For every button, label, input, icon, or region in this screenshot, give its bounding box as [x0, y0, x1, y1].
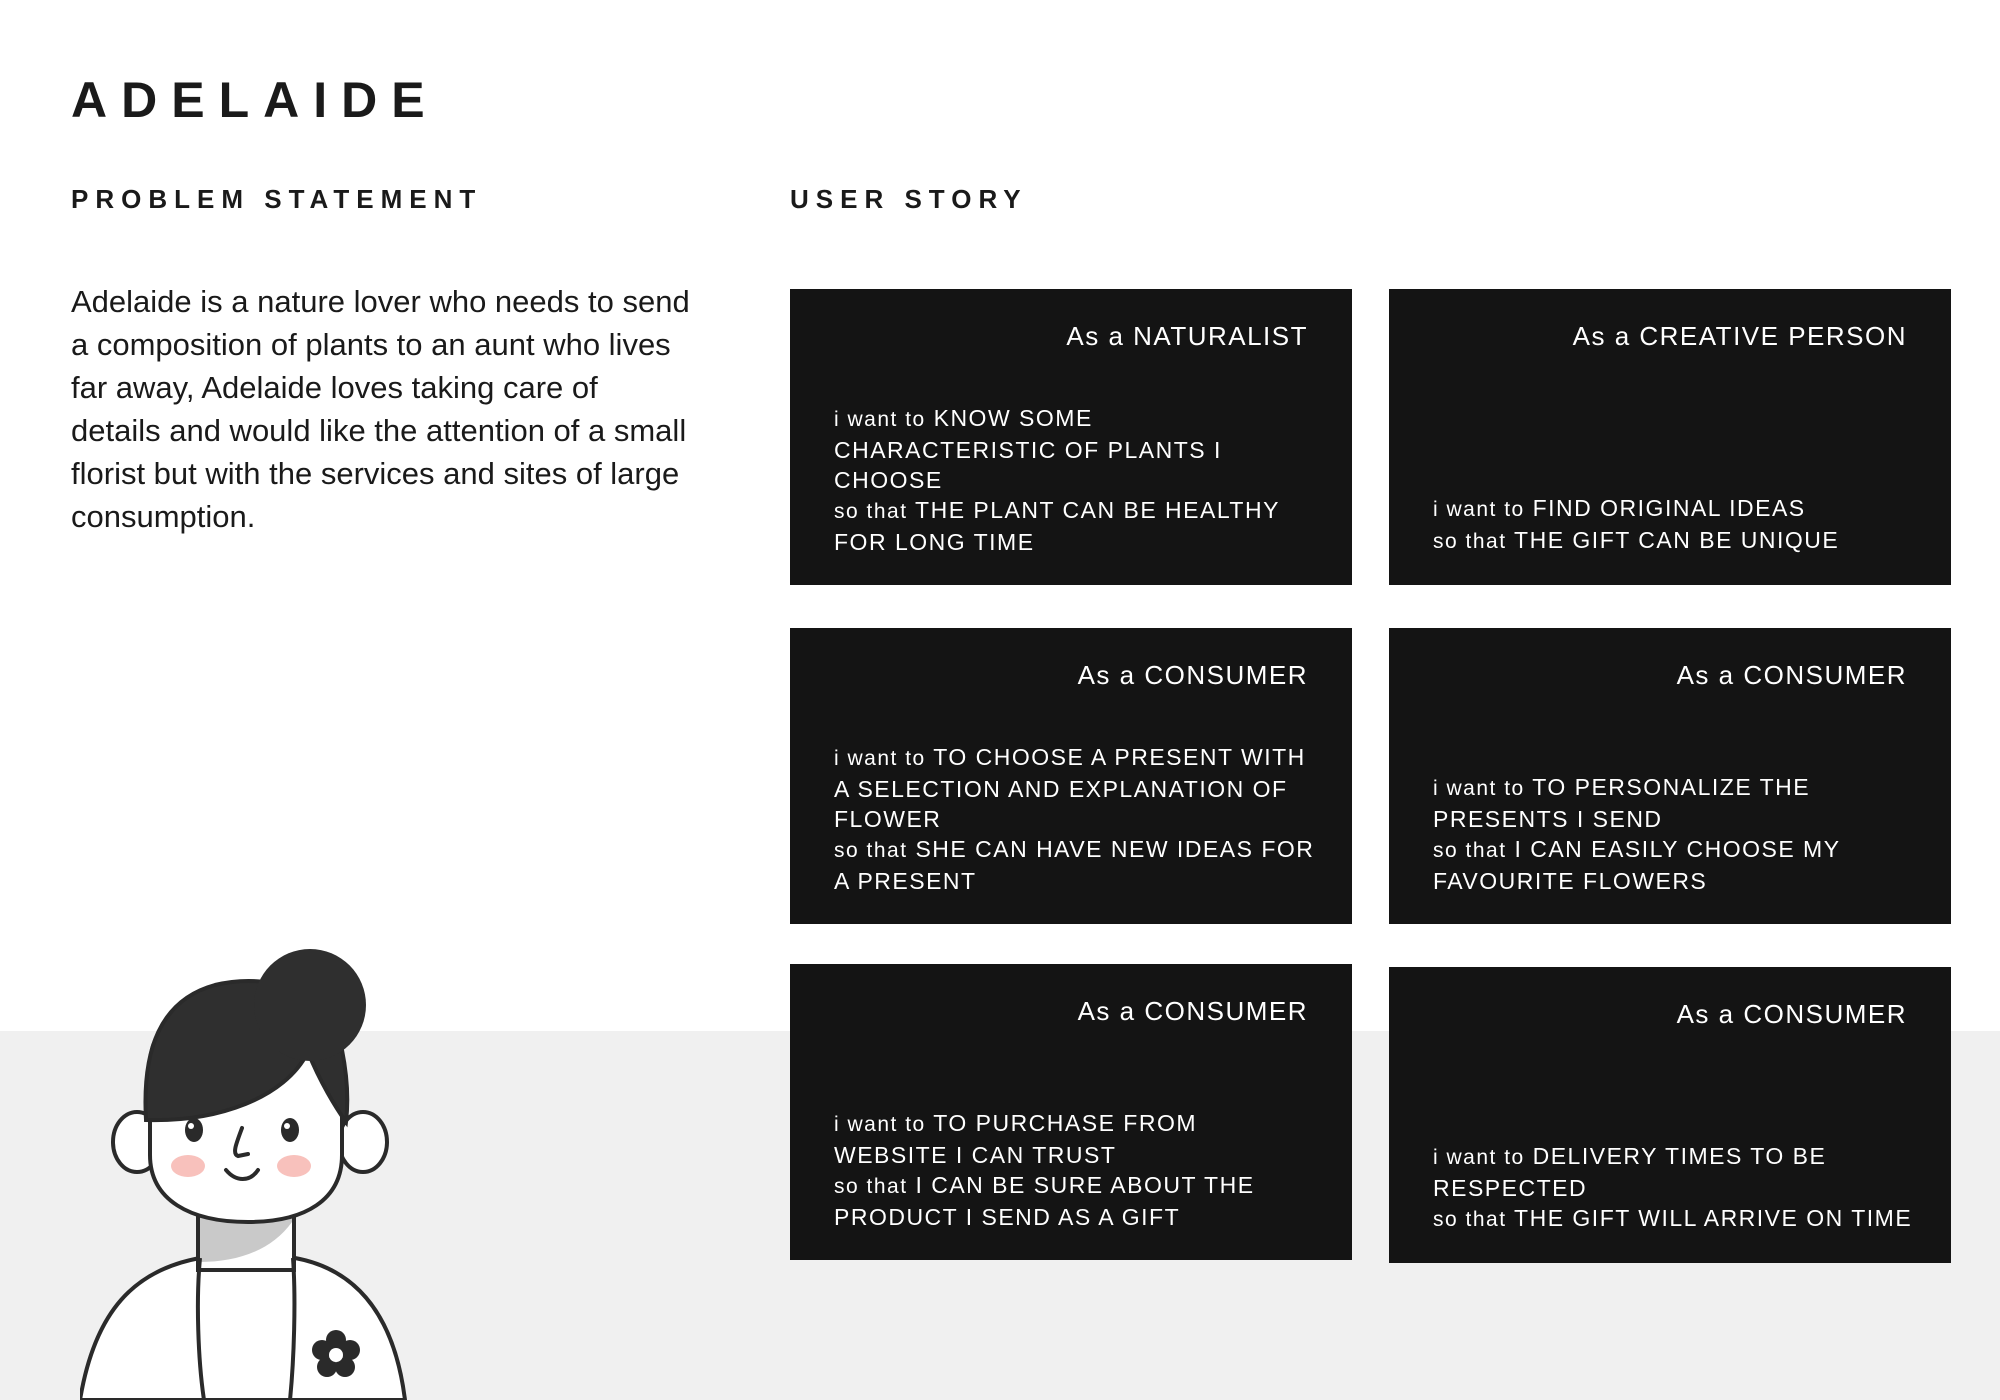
so-prefix: so that: [834, 839, 908, 862]
want-prefix: i want to: [1433, 1146, 1525, 1169]
problem-statement-heading: PROBLEM STATEMENT: [71, 184, 483, 214]
user-story-card-consumer-personalize: [1389, 628, 1951, 924]
avatar-right-eye: [281, 1118, 299, 1142]
want-prefix: i want to: [834, 747, 926, 770]
so-prefix: so that: [1433, 530, 1507, 553]
page-title: ADELAIDE: [71, 72, 439, 128]
card-role: As a NATURALIST: [1066, 321, 1308, 351]
user-story-heading: USER STORY: [790, 184, 1028, 214]
card-role: As a CONSUMER: [1077, 660, 1308, 690]
want-prefix: i want to: [834, 1113, 926, 1136]
want-prefix: i want to: [1433, 777, 1525, 800]
card-so: THE GIFT CAN BE UNIQUE: [1514, 527, 1840, 553]
card-role: As a CONSUMER: [1676, 999, 1907, 1029]
card-body: [834, 742, 1316, 896]
card-so: THE PLANT CAN BE HEALTHY FOR LONG TIME: [834, 497, 1280, 555]
card-role: As a CREATIVE PERSON: [1572, 321, 1907, 351]
so-prefix: so that: [1433, 1208, 1507, 1231]
want-prefix: i want to: [1433, 498, 1525, 521]
so-prefix: so that: [1433, 839, 1507, 862]
user-story-card-consumer-delivery: [1389, 967, 1951, 1263]
card-so: I CAN BE SURE ABOUT THE PRODUCT I SEND AS A GIFT: [834, 1172, 1255, 1230]
so-prefix: so that: [834, 1175, 908, 1198]
problem-statement-text: Adelaide is a nature lover who needs to send a composition of plants to an aunt who lives far away, Adelaide loves taking care of details and would like the attention of a small florist but with the services and sites of large consumption.: [71, 284, 690, 534]
card-body: [834, 403, 1316, 557]
card-want: KNOW SOME CHARACTERISTIC OF PLANTS I CHOOSE: [834, 405, 1222, 493]
so-prefix: so that: [834, 500, 908, 523]
user-story-card-consumer-choose: [790, 628, 1352, 924]
avatar-hair-bun: [254, 949, 366, 1061]
avatar-illustration: [80, 940, 420, 1400]
avatar-left-eye: [185, 1118, 203, 1142]
card-body: [1433, 772, 1915, 896]
want-prefix: i want to: [834, 408, 926, 431]
card-want: TO CHOOSE A PRESENT WITH A SELECTION AND EXPLANATION OF FLOWER: [834, 744, 1306, 832]
card-body: [834, 1108, 1316, 1232]
avatar-jacket: [80, 1258, 405, 1400]
card-want: FIND ORIGINAL IDEAS: [1532, 495, 1806, 521]
card-role: As a CONSUMER: [1077, 996, 1308, 1026]
card-want: TO PERSONALIZE THE PRESENTS I SEND: [1433, 774, 1811, 832]
card-want: TO PURCHASE FROM WEBSITE I CAN TRUST: [834, 1110, 1198, 1168]
card-so: THE GIFT WILL ARRIVE ON TIME: [1514, 1205, 1913, 1231]
user-story-card-creative-person: [1389, 289, 1951, 585]
user-story-card-naturalist: [790, 289, 1352, 585]
card-body: [1433, 493, 1915, 557]
card-so: I CAN EASILY CHOOSE MY FAVOURITE FLOWERS: [1433, 836, 1841, 894]
card-so: SHE CAN HAVE NEW IDEAS FOR A PRESENT: [834, 836, 1315, 894]
user-story-card-consumer-trust: [790, 964, 1352, 1260]
card-body: [1433, 1141, 1915, 1235]
avatar-right-cheek: [277, 1155, 311, 1177]
avatar-left-cheek: [171, 1155, 205, 1177]
card-role: As a CONSUMER: [1676, 660, 1907, 690]
card-want: DELIVERY TIMES TO BE RESPECTED: [1433, 1143, 1827, 1201]
